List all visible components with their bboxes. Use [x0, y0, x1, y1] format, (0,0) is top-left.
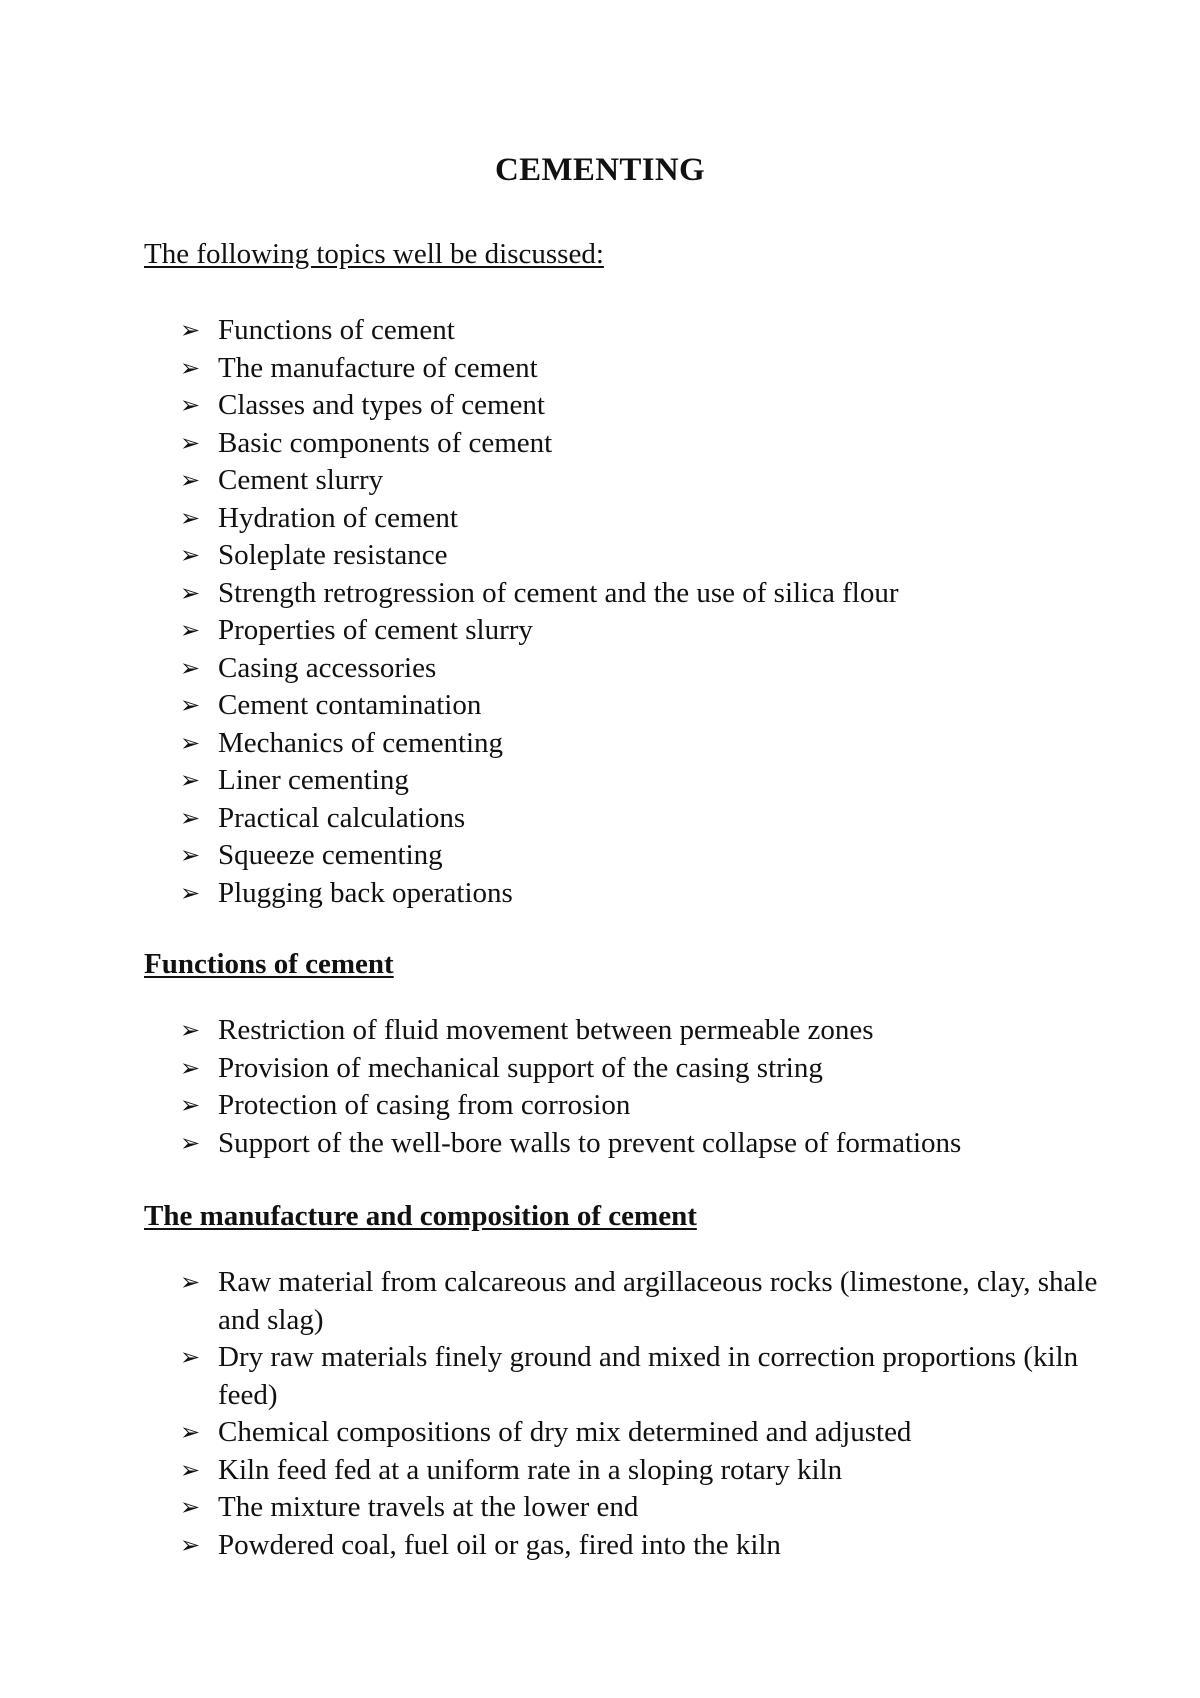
intro-text: The following topics well be discussed:	[144, 238, 604, 270]
page-title: CEMENTING	[495, 152, 705, 188]
arrow-bullet-icon: ➢	[180, 391, 201, 419]
list-item	[180, 875, 1120, 913]
arrow-bullet-icon: ➢	[180, 1530, 201, 1559]
list-item	[180, 1087, 1120, 1125]
list-item	[180, 1452, 1120, 1490]
list-item-text: Casing accessories	[218, 651, 437, 684]
list-item-text: The mixture travels at the lower end	[218, 1491, 639, 1523]
list-item-text: Powdered coal, fuel oil or gas, fired into the kiln	[218, 1528, 781, 1561]
list-item	[180, 425, 1120, 463]
list-item-text: Classes and types of cement	[218, 389, 545, 421]
arrow-bullet-icon: ➢	[180, 503, 201, 532]
arrow-bullet-icon: ➢	[180, 1418, 201, 1446]
list-item	[180, 800, 1120, 838]
list-item-text: Cement contamination	[218, 689, 482, 721]
list-item-text: Hydration of cement	[218, 501, 458, 534]
list-item	[180, 650, 1120, 688]
list-item-text: Practical calculations	[218, 801, 466, 834]
arrow-bullet-icon: ➢	[180, 1455, 201, 1484]
arrow-bullet-icon: ➢	[180, 616, 201, 644]
list-item	[180, 1527, 1120, 1565]
list-item	[180, 537, 1120, 575]
list-item-text: Basic components of cement	[218, 426, 553, 459]
arrow-bullet-icon: ➢	[180, 578, 201, 607]
list-item	[180, 687, 1120, 725]
arrow-bullet-icon: ➢	[180, 728, 201, 757]
list-item	[180, 1264, 1120, 1339]
arrow-bullet-icon: ➢	[180, 1343, 201, 1371]
arrow-bullet-icon: ➢	[180, 541, 201, 569]
arrow-bullet-icon: ➢	[180, 653, 201, 682]
list-item	[180, 350, 1120, 388]
list-item-text: Cement slurry	[218, 464, 384, 496]
section-heading-manufacture: The manufacture and composition of cement	[144, 1200, 697, 1232]
arrow-bullet-icon: ➢	[180, 1016, 201, 1044]
list-item-text: Dry raw materials finely ground and mixed in correction proportions (kiln feed)	[218, 1341, 1079, 1411]
arrow-bullet-icon: ➢	[180, 766, 201, 794]
list-item	[180, 500, 1120, 538]
list-item-text: Restriction of fluid movement between permeable zones	[218, 1014, 874, 1046]
list-item	[180, 462, 1120, 500]
arrow-bullet-icon: ➢	[180, 1493, 201, 1521]
arrow-bullet-icon: ➢	[180, 1128, 201, 1157]
list-item-text: Chemical compositions of dry mix determined and adjusted	[218, 1416, 912, 1448]
list-item-text: Functions of cement	[218, 314, 455, 346]
list-item-text: Mechanics of cementing	[218, 726, 504, 759]
arrow-bullet-icon: ➢	[180, 803, 201, 832]
list-item	[180, 1125, 1120, 1163]
arrow-bullet-icon: ➢	[180, 841, 201, 869]
arrow-bullet-icon: ➢	[180, 428, 201, 457]
manufacture-list	[180, 1264, 1120, 1564]
functions-list	[180, 1012, 1120, 1162]
list-item-text: Protection of casing from corrosion	[218, 1089, 631, 1121]
list-item	[180, 1414, 1120, 1452]
list-item	[180, 1050, 1120, 1088]
list-item-text: Properties of cement slurry	[218, 614, 533, 646]
list-item-text: Squeeze cementing	[218, 839, 443, 871]
list-item-text: Kiln feed fed at a uniform rate in a sloping rotary kiln	[218, 1453, 843, 1486]
arrow-bullet-icon: ➢	[180, 1268, 201, 1296]
list-item-text: Support of the well-bore walls to prevent collapse of formations	[218, 1126, 962, 1159]
list-item	[180, 1012, 1120, 1050]
list-item	[180, 575, 1120, 613]
arrow-bullet-icon: ➢	[180, 316, 201, 344]
arrow-bullet-icon: ➢	[180, 466, 201, 494]
arrow-bullet-icon: ➢	[180, 1053, 201, 1082]
list-item-text: Liner cementing	[218, 764, 409, 796]
list-item	[180, 312, 1120, 350]
list-item-text: Provision of mechanical support of the casing string	[218, 1051, 823, 1084]
list-item-text: Strength retrogression of cement and the use of silica flour	[218, 576, 899, 609]
arrow-bullet-icon: ➢	[180, 1091, 201, 1119]
list-item	[180, 725, 1120, 763]
arrow-bullet-icon: ➢	[180, 691, 201, 719]
arrow-bullet-icon: ➢	[180, 878, 201, 907]
list-item	[180, 1339, 1120, 1414]
section-heading-functions: Functions of cement	[144, 948, 394, 980]
arrow-bullet-icon: ➢	[180, 353, 201, 382]
list-item	[180, 612, 1120, 650]
list-item-text: The manufacture of cement	[218, 351, 538, 384]
list-item	[180, 837, 1120, 875]
list-item-text: Plugging back operations	[218, 876, 513, 909]
list-item	[180, 1489, 1120, 1527]
list-item-text: Soleplate resistance	[218, 539, 448, 571]
topics-list	[180, 312, 1120, 912]
list-item-text: Raw material from calcareous and argillaceous rocks (limestone, clay, shale and slag)	[218, 1266, 1098, 1336]
list-item	[180, 762, 1120, 800]
list-item	[180, 387, 1120, 425]
